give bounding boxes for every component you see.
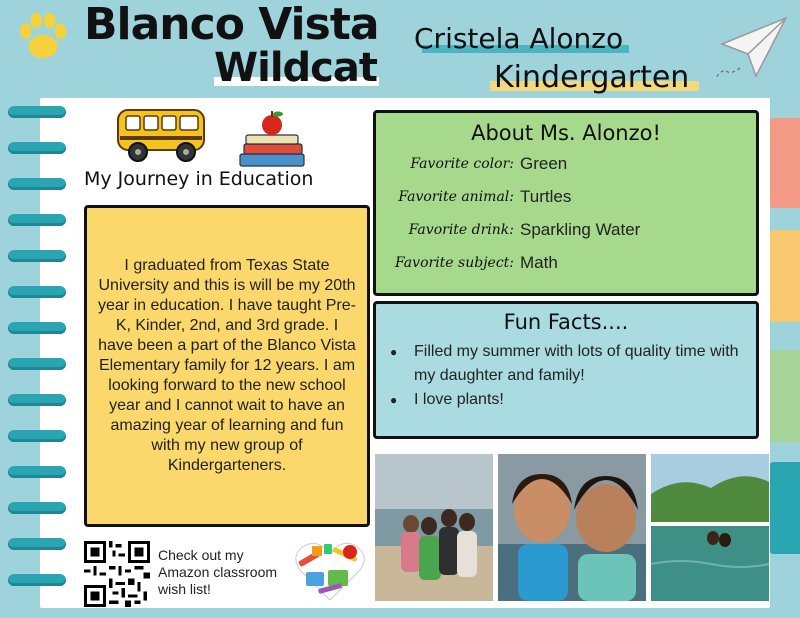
favorite-label: Favorite animal: (398, 188, 514, 205)
binder-tab-yellow (768, 230, 800, 322)
paper-plane-icon (712, 10, 792, 90)
binder-tab-red (768, 118, 800, 208)
spiral-ring (8, 394, 66, 406)
list-item: ● I love plants! (390, 388, 742, 412)
fun-facts-heading: Fun Facts.... (503, 310, 629, 334)
favorite-value: Math (520, 252, 558, 272)
spiral-ring (8, 322, 66, 334)
favorite-row (390, 180, 742, 213)
spiral-ring (8, 214, 66, 226)
favorite-label: Favorite drink: (408, 221, 514, 238)
favorite-value: Turtles (520, 186, 572, 206)
fun-facts-box (373, 301, 759, 439)
qr-code[interactable] (84, 541, 150, 607)
spiral-ring (8, 538, 66, 550)
grade-label: Kindergarten (494, 60, 690, 95)
spiral-ring (8, 178, 66, 190)
journey-heading: My Journey in Education (84, 168, 314, 190)
spiral-ring (8, 142, 66, 154)
spiral-ring (8, 466, 66, 478)
binder-tab-teal (768, 462, 800, 554)
teacher-name: Cristela Alonzo (414, 22, 624, 55)
lake-swim-photo (651, 454, 769, 601)
books-apple-icon (236, 110, 308, 168)
school-bus-icon (114, 104, 210, 166)
about-box (373, 110, 759, 296)
spiral-ring (8, 286, 66, 298)
family-beach-photo (375, 454, 493, 601)
spiral-ring (8, 574, 66, 586)
bio-box (84, 205, 370, 527)
favorite-value: Sparkling Water (520, 219, 641, 239)
binder-tab-green (768, 350, 800, 442)
list-item: ● Filled my summer with lots of quality time with my daughter and family! (390, 340, 742, 388)
bio-text: I graduated from Texas State University and this is will be my 20th year in education. I have taught Pre-K, Kinder, 2nd, and 3rd grade. I have been a part of the Blanco Vista Elementary family for 12 years. I am looking forward to the new school year and I cannot wait to have an amazing year of learning and fun with my new group of Kindergarteners. (98, 257, 356, 474)
favorite-row (390, 246, 742, 279)
spiral-ring (8, 358, 66, 370)
favorite-row (390, 213, 742, 246)
favorite-label: Favorite color: (410, 155, 514, 172)
wish-list-text: Check out my Amazon classroom wish list! (158, 547, 278, 597)
spiral-ring (8, 430, 66, 442)
school-name-line2: Wildcat (214, 45, 377, 91)
school-name-line1: Blanco Vista (84, 0, 379, 50)
about-heading: About Ms. Alonzo! (471, 121, 661, 145)
spiral-ring (8, 250, 66, 262)
school-name (84, 0, 379, 91)
fun-facts-list (390, 340, 742, 412)
favorite-value: Green (520, 153, 568, 173)
favorite-row (390, 147, 742, 180)
spiral-ring (8, 106, 66, 118)
school-supplies-heart-icon (290, 538, 370, 604)
paw-print-icon (14, 8, 72, 66)
selfie-photo (498, 454, 646, 601)
favorite-label: Favorite subject: (395, 254, 514, 271)
spiral-ring (8, 502, 66, 514)
